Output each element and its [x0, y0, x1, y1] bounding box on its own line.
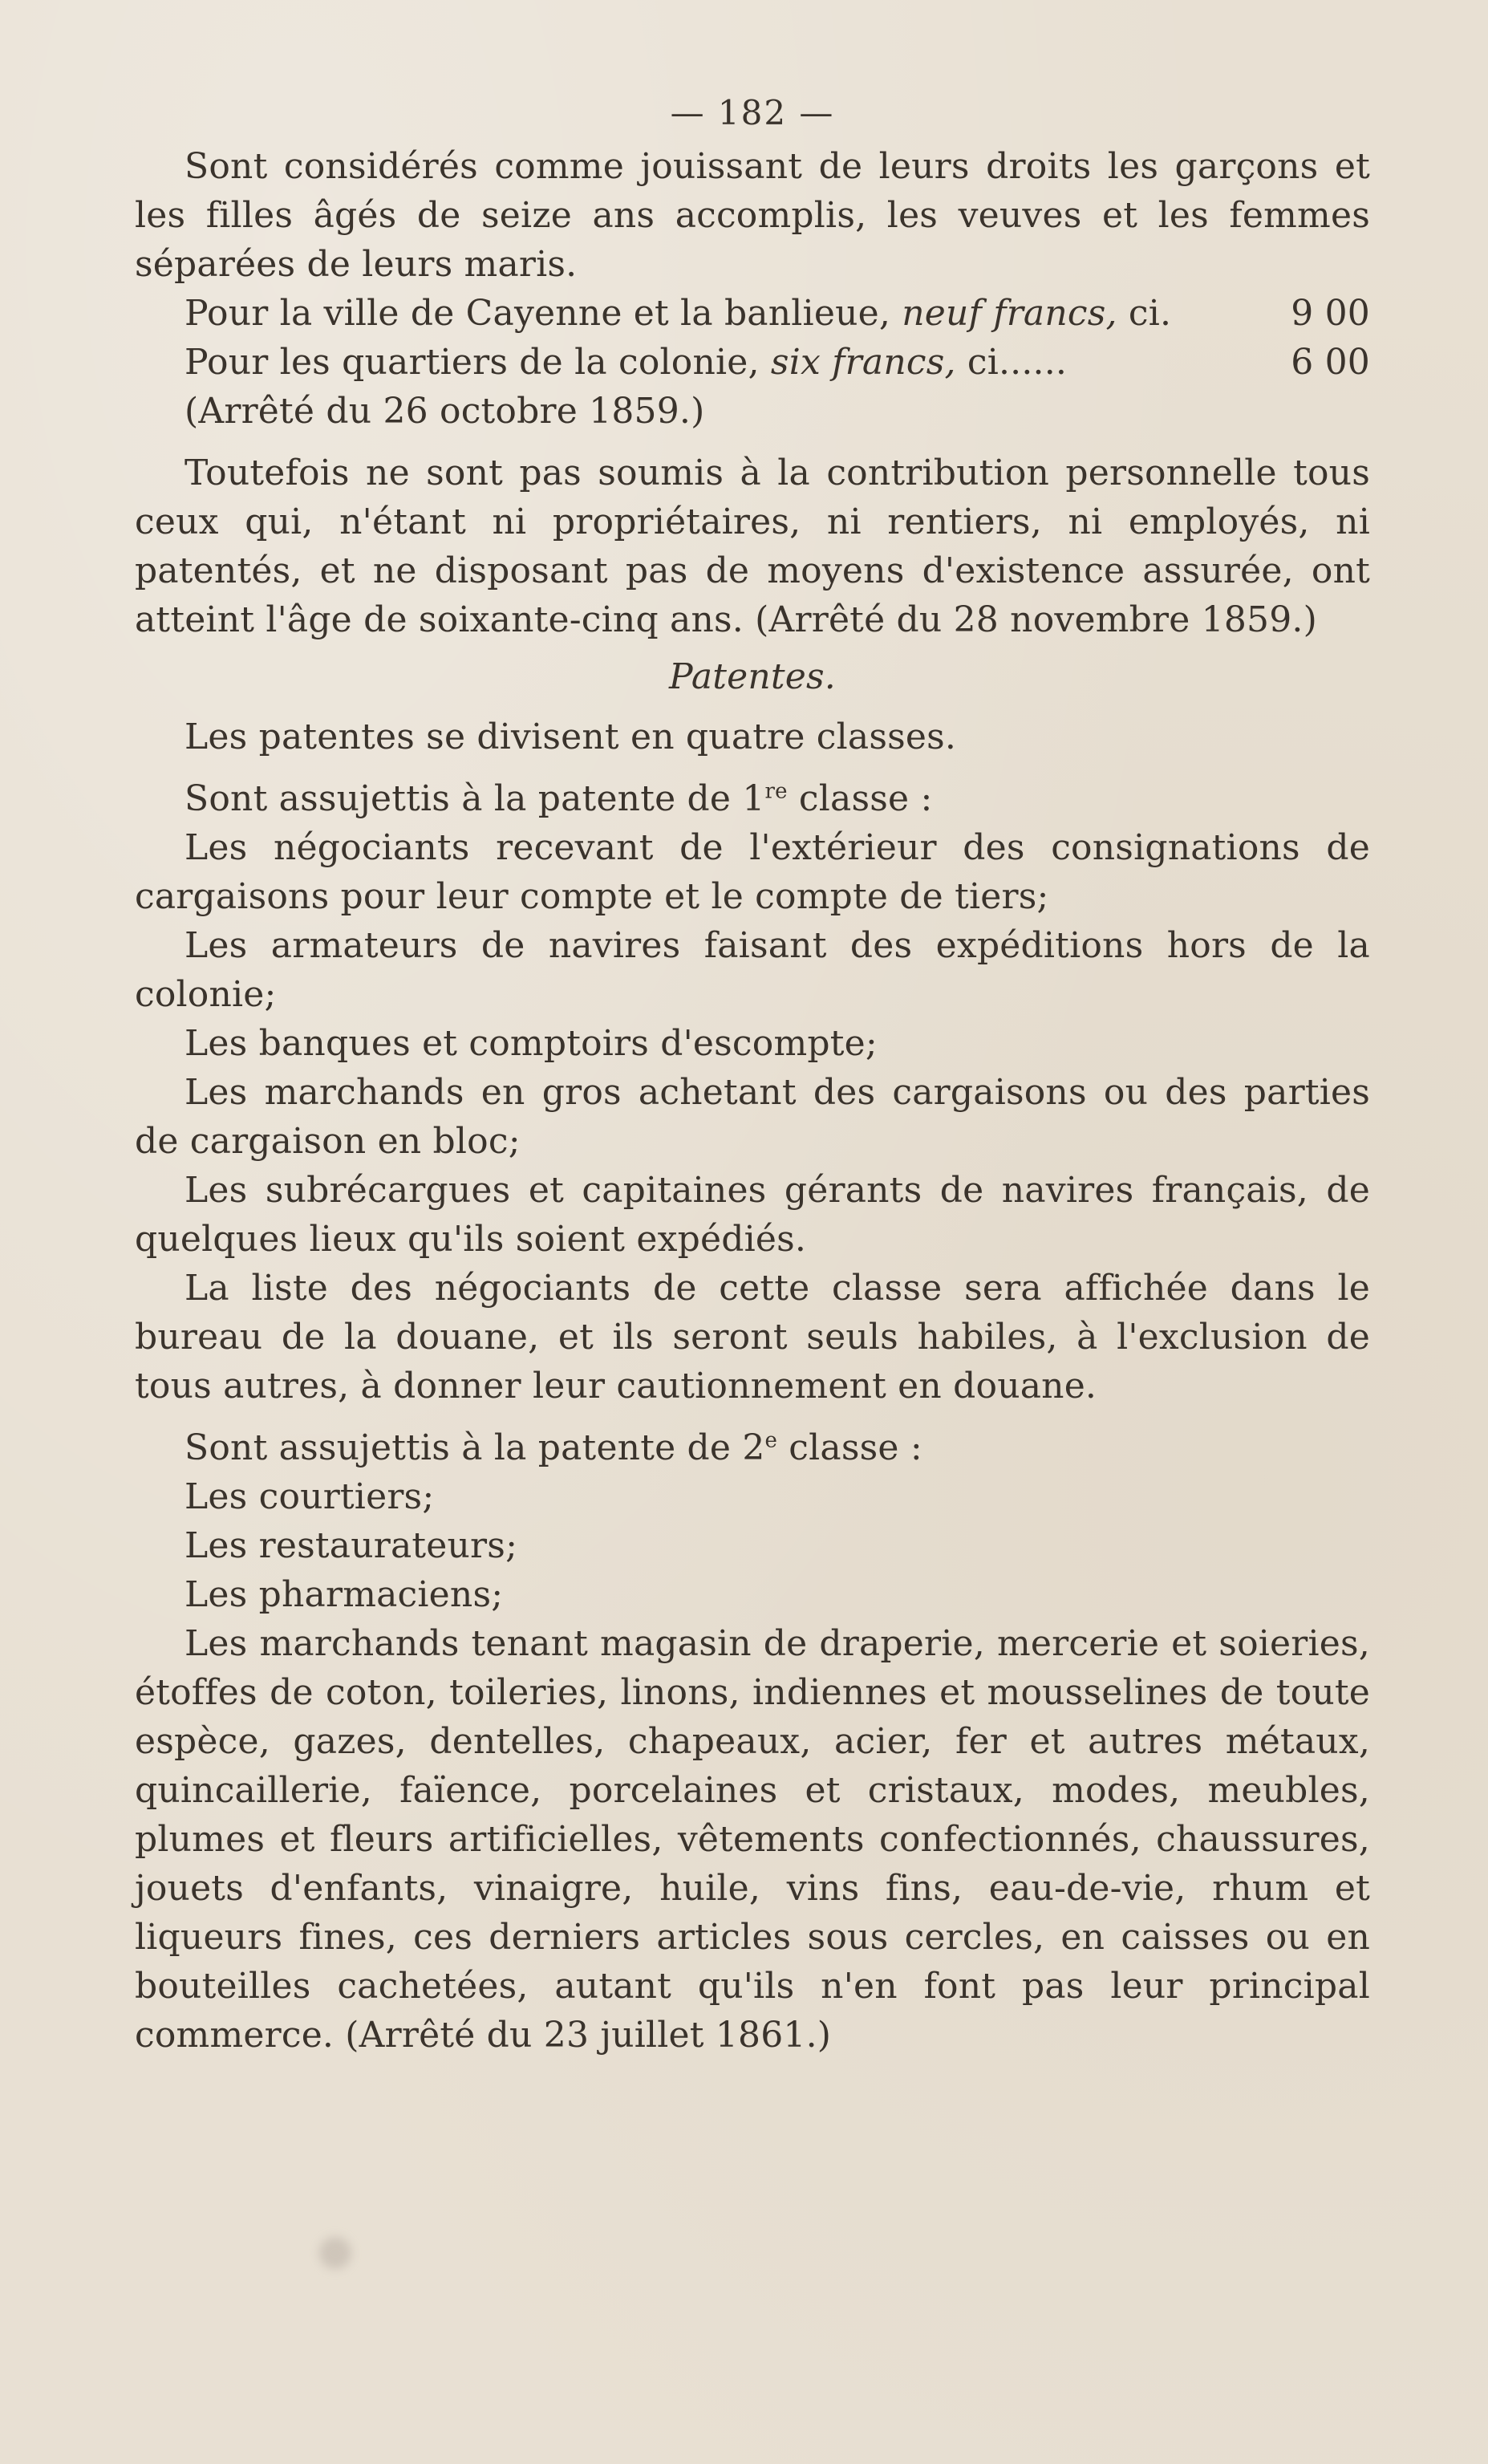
list-item-second-class: Les courtiers;	[184, 1476, 435, 1517]
rate-label-quartiers: Pour les quartiers de la colonie,	[184, 342, 760, 383]
rate-label-cayenne: Pour la ville de Cayenne et la banlieue,	[184, 293, 891, 334]
list-item-first-class: Les armateurs de navires faisant des expéditions hors de la colonie;	[135, 925, 1370, 1015]
paragraph-first-class-intro: Sont assujettis à la patente de 1re classe :	[184, 778, 933, 819]
list-item-first-class: Les subrécargues et capitaines gérants de navires français, de quelques lieux qu'ils soient expédiés.	[135, 1170, 1370, 1260]
page-number: — 182 —	[670, 93, 835, 132]
paragraph-second-class-intro: Sont assujettis à la patente de 2e classe :	[184, 1427, 922, 1468]
section-heading-patentes: Patentes.	[668, 656, 836, 697]
list-item-second-class: Les restaurateurs;	[184, 1525, 518, 1566]
list-item-first-class: Les banques et comptoirs d'escompte;	[184, 1023, 878, 1064]
paragraph-toutefois: Toutefois ne sont pas soumis à la contribution personnelle tous ceux qui, n'étant ni propriétaires, ni rentiers, ni employés, ni patentés, et ne disposant pas de moyens d'existence assurée, ont atteint l'âge de soixante-cinq ans. (Arrêté du 28 novembre 1859.)	[135, 453, 1370, 640]
paragraph-arrete-1859: (Arrêté du 26 octobre 1859.)	[184, 391, 705, 432]
rate-value-quartiers: 6 00	[1291, 342, 1370, 383]
list-item-first-class: Les marchands en gros achetant des cargaisons ou des parties de cargaison en bloc;	[135, 1072, 1370, 1162]
rate-value-cayenne: 9 00	[1291, 293, 1370, 334]
rate-line-cayenne	[135, 289, 1370, 338]
rate-amount-words-cayenne: neuf francs,	[902, 293, 1117, 334]
rate-ci-quartiers: ci......	[967, 342, 1068, 383]
list-item-first-class: Les négociants recevant de l'extérieur des consignations de cargaisons pour leur compte et le compte de tiers;	[135, 827, 1370, 917]
list-item-second-class: Les pharmaciens;	[184, 1574, 504, 1615]
list-item-second-class: Les marchands tenant magasin de draperie, mercerie et soieries, étoffes de coton, toileries, linons, indiennes et mousselines de toute espèce, gazes, dentelles, chapeaux, acier, fer et autres métaux, quincaillerie, faïence, porcelaines et cristaux, modes, meubles, plumes et fleurs artificielles, vêtements confectionnés, chaussures, jouets d'enfants, vinaigre, huile, vins fins, eau-de-vie, rhum et liqueurs fines, ces derniers articles sous cercles, en caisses ou en bouteilles cachetées, autant qu'ils n'en font pas leur principal commerce. (Arrêté du 23 juillet 1861.)	[135, 1623, 1370, 2056]
page-text	[135, 88, 1370, 2060]
paper-stain	[319, 2237, 351, 2269]
list-item-first-class: La liste des négociants de cette classe sera affichée dans le bureau de la douane, et ils seront seuls habiles, à l'exclusion de tous autres, à donner leur cautionnement en douane.	[135, 1268, 1370, 1407]
rate-amount-words-quartiers: six francs,	[770, 342, 956, 383]
paragraph-intro: Sont considérés comme jouissant de leurs droits les garçons et les filles âgés de seize ans accomplis, les veuves et les femmes séparées de leurs maris.	[135, 146, 1370, 285]
rate-ci-cayenne: ci.	[1128, 293, 1172, 334]
paragraph-classes: Les patentes se divisent en quatre classes.	[184, 716, 957, 757]
rate-line-quartiers	[135, 338, 1370, 387]
